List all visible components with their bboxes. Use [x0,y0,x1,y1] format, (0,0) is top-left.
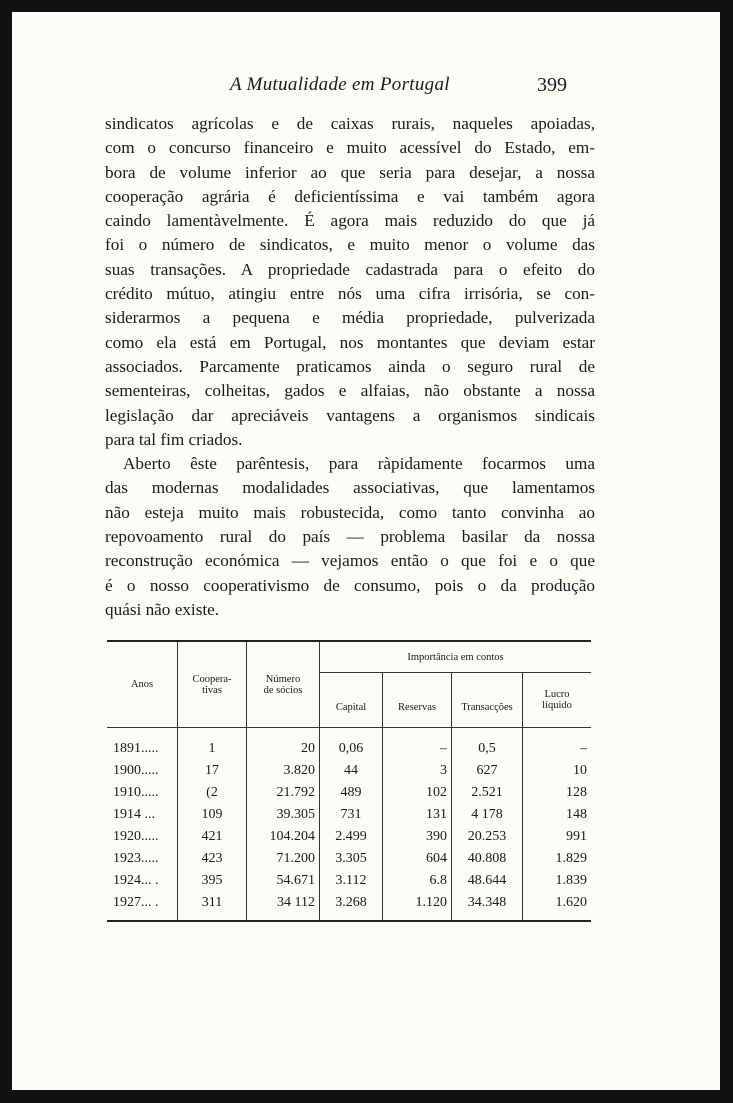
cell-capital: 3.305 [320,848,383,870]
cell-capital: 3.112 [320,870,383,892]
cell-cooperativas: 421 [178,826,247,848]
col-header-anos: Anos [107,641,178,728]
table-body [107,728,591,922]
cell-capital: 731 [320,804,383,826]
col-header-lucro: Lucro líquido [523,673,592,728]
table-row [107,804,591,826]
cell-socios: 104.204 [247,826,320,848]
text-line: repovoamento rural do país — problema basilar da nossa [105,527,595,547]
cooperative-statistics-table [107,640,591,922]
paragraph [105,452,595,622]
text-line: com o concurso financeiro e muito acessível do Estado, em- [105,138,595,158]
cell-reservas: 390 [383,826,452,848]
cell-year: 1924... . [107,870,178,892]
cell-transaccoes: 2.521 [452,782,523,804]
col-header-cooperativas: Coopera- tivas [178,641,247,728]
cell-transaccoes: 627 [452,760,523,782]
running-head [12,74,720,102]
cell-lucro: 10 [573,763,587,778]
col-header-reservas: Reservas [383,673,452,728]
cell-socios: 54.671 [247,870,320,892]
table-row [107,782,591,804]
text-line: caindo lamentàvelmente. É agora mais reduzido do que já [105,211,595,231]
cell-reservas: – [383,728,452,761]
text-line: para tal fim criados. [105,429,243,449]
book-page [12,12,720,1090]
table-row [107,892,591,921]
cell-year: 1891..... [107,728,178,761]
cell-socios: 39.305 [247,804,320,826]
cell-lucro: 1.839 [555,873,587,888]
cell-capital: 0,06 [320,728,383,761]
text-line: bora de volume inferior ao que seria para desejar, a nossa [105,162,595,182]
cell-cooperativas: 1 [178,728,247,761]
table-row [107,848,591,870]
cell-cooperativas: 109 [178,804,247,826]
cell-transaccoes: 34.348 [452,892,523,921]
cell-reservas: 1.120 [383,892,452,921]
col-header-capital: Capital [320,673,383,728]
paragraph [105,112,595,452]
cell-reservas: 131 [383,804,452,826]
cell-year: 1910..... [107,782,178,804]
cell-lucro: – [580,741,587,756]
page-number: 399 [537,74,567,96]
table-row [107,870,591,892]
text-line: reconstrução económica — vejamos então o que foi e o que [105,551,595,571]
cell-lucro: 1.829 [555,851,587,866]
text-line: como ela está em Portugal, nos montantes que deviam estar [105,332,595,352]
cell-cooperativas: 395 [178,870,247,892]
cell-socios: 20 [247,728,320,761]
cell-socios: 3.820 [247,760,320,782]
table-row [107,760,591,782]
text-line: foi o número de sindicatos, e muito menor o volume das [105,235,595,255]
text-line: suas transações. A propriedade cadastrada para o efeito do [105,259,595,279]
cell-reservas: 102 [383,782,452,804]
cell-capital: 3.268 [320,892,383,921]
cell-cooperativas: 17 [178,760,247,782]
text-line: quási não existe. [105,599,220,619]
cell-capital: 489 [320,782,383,804]
cell-lucro: 148 [566,807,587,822]
text-line: crédito mútuo, atingiu entre nós uma cifra irrisória, se con- [105,284,595,304]
cell-socios: 21.792 [247,782,320,804]
table-row [107,728,591,761]
cell-year: 1927... . [107,892,178,921]
running-title: A Mutualidade em Portugal [230,74,450,95]
cell-reservas: 3 [383,760,452,782]
col-header-importancia: Importância em contos [320,641,592,673]
text-line: cooperação agrária é deficientíssima e vai também agora [105,186,595,206]
cell-cooperativas: (2 [178,782,247,804]
text-line: é o nosso cooperativismo de consumo, pois o da produção [105,575,595,595]
text-line: sindicatos agrícolas e de caixas rurais, naqueles apoiadas, [105,114,595,133]
text-line: legislação dar apreciáveis vantagens a organismos sindicais [105,405,595,425]
cell-lucro: 991 [566,829,587,844]
col-header-numero-socios: Número de sócios [247,641,320,728]
cell-lucro: 128 [566,785,587,800]
cell-transaccoes: 20.253 [452,826,523,848]
text-line: Aberto êste parêntesis, para ràpidamente focarmos uma [123,454,595,474]
body-text [105,112,595,622]
cell-transaccoes: 0,5 [452,728,523,761]
cell-capital: 44 [320,760,383,782]
text-line: associados. Parcamente praticamos ainda o seguro rural de [105,356,595,376]
cell-year: 1923..... [107,848,178,870]
cell-lucro: 1.620 [523,892,592,921]
text-line: siderarmos a pequena e média propriedade, pulverizada [105,308,595,328]
cell-capital: 2.499 [320,826,383,848]
cell-transaccoes: 48.644 [452,870,523,892]
text-line: das modernas modalidades associativas, que lamentamos [105,478,595,498]
text-line: sementeiras, colheitas, gados e alfaias, não obstante a nossa [105,381,595,401]
text-line: não esteja muito mais robustecida, como tanto convinha ao [105,502,595,522]
cell-socios: 34 112 [247,892,320,921]
cell-cooperativas: 311 [178,892,247,921]
cell-reservas: 6.8 [383,870,452,892]
cell-transaccoes: 40.808 [452,848,523,870]
cell-reservas: 604 [383,848,452,870]
cell-cooperativas: 423 [178,848,247,870]
cell-year: 1900..... [107,760,178,782]
cell-socios: 71.200 [247,848,320,870]
cell-year: 1914 ... [107,804,178,826]
cell-year: 1920..... [107,826,178,848]
cell-transaccoes: 4 178 [452,804,523,826]
col-header-transaccoes: Transacções [452,673,523,728]
table-row [107,826,591,848]
